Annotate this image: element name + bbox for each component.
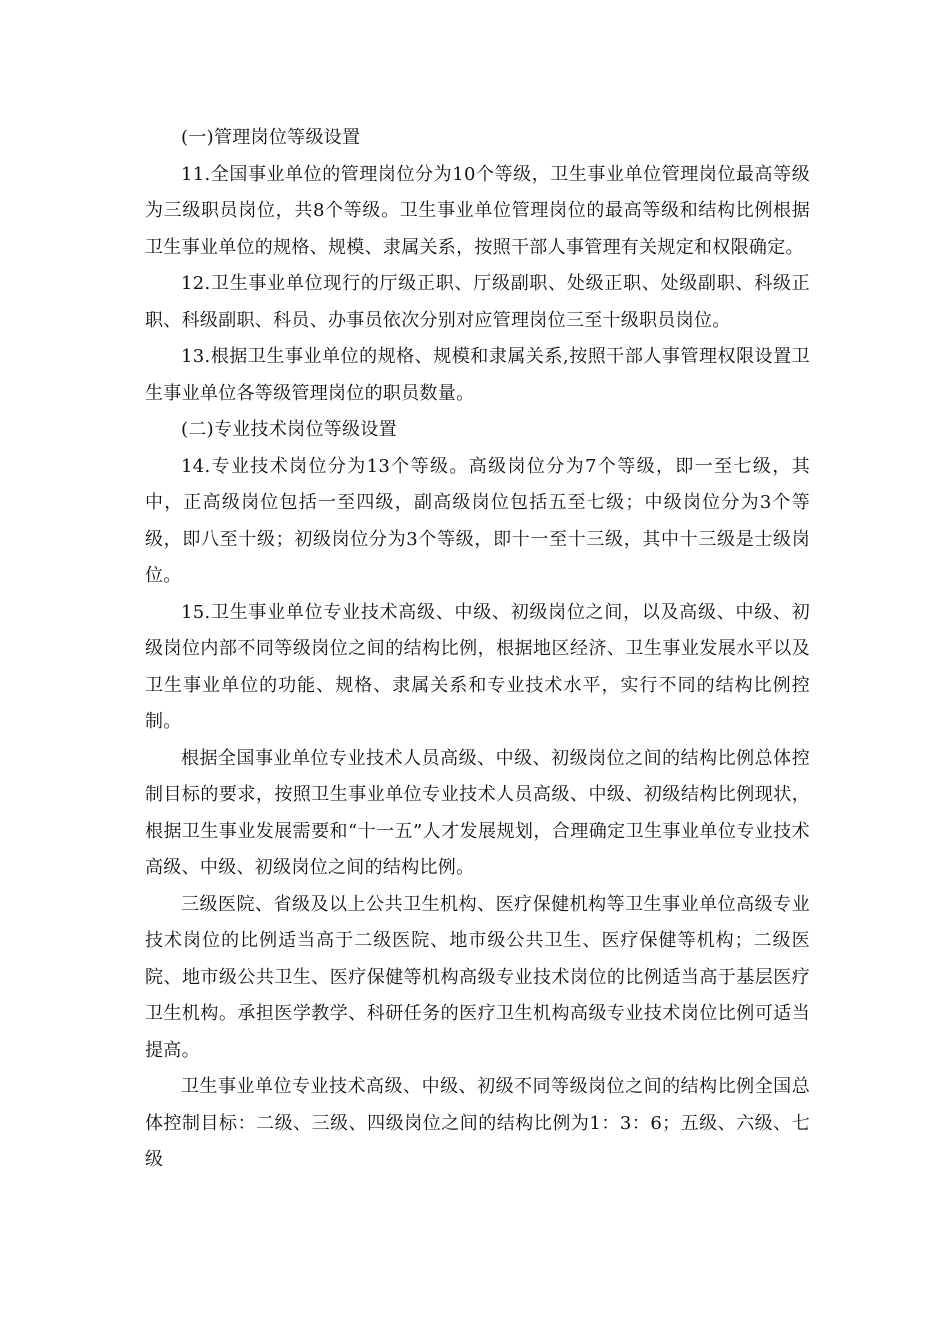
paragraph-hospital-levels: 三级医院、省级及以上公共卫生机构、医疗保健机构等卫生事业单位高级专业技术岗位的比例适当高于二级医院、地市级公共卫生、医疗保健等机构；二级医院、地市级公共卫生、医疗保健等机构高级专业技术岗位的比例适当高于基层医疗卫生机构。承担医学教学、科研任务的医疗卫生机构高级专业技术岗位比例可适当提高。 (145, 893, 810, 1061)
paragraph-12: 12.卫生事业单位现行的厅级正职、厅级副职、处级正职、处级副职、科级正职、科级副职、科员、办事员依次分别对应管理岗位三至十级职员岗位。 (145, 273, 810, 331)
section-heading-technical: (二)专业技术岗位等级设置 (181, 419, 397, 440)
paragraph-national-target: 卫生事业单位专业技术高级、中级、初级不同等级岗位之间的结构比例全国总体控制目标：二级、三级、四级岗位之间的结构比例为1：3：6；五级、六级、七级 (145, 1076, 810, 1170)
document-body (145, 120, 810, 1179)
paragraph-11: 11.全国事业单位的管理岗位分为10个等级，卫生事业单位管理岗位最高等级为三级职员岗位，共8个等级。卫生事业单位管理岗位的最高等级和结构比例根据卫生事业单位的规格、规模、隶属关系，按照干部人事管理有关规定和权限确定。 (145, 163, 810, 258)
paragraph-ratio-target: 根据全国事业单位专业技术人员高级、中级、初级岗位之间的结构比例总体控制目标的要求，按照卫生事业单位专业技术人员高级、中级、初级结构比例现状，根据卫生事业发展需要和“十一五”人才发展规划，合理确定卫生事业单位专业技术高级、中级、初级岗位之间的结构比例。 (145, 747, 810, 878)
paragraph-13: 13.根据卫生事业单位的规格、规模和隶属关系,按照干部人事管理权限设置卫生事业单位各等级管理岗位的职员数量。 (145, 346, 810, 404)
paragraph-15: 15.卫生事业单位专业技术高级、中级、初级岗位之间，以及高级、中级、初级岗位内部不同等级岗位之间的结构比例，根据地区经济、卫生事业发展水平以及卫生事业单位的功能、规格、隶属关系和专业技术水平，实行不同的结构比例控制。 (145, 601, 810, 732)
section-heading-management: (一)管理岗位等级设置 (181, 127, 361, 148)
paragraph-14: 14.专业技术岗位分为13个等级。高级岗位分为7个等级，即一至七级，其中，正高级岗位包括一至四级，副高级岗位包括五至七级；中级岗位分为3个等级，即八至十级；初级岗位分为3个等级，即十一至十三级，其中十三级是士级岗位。 (145, 455, 810, 586)
